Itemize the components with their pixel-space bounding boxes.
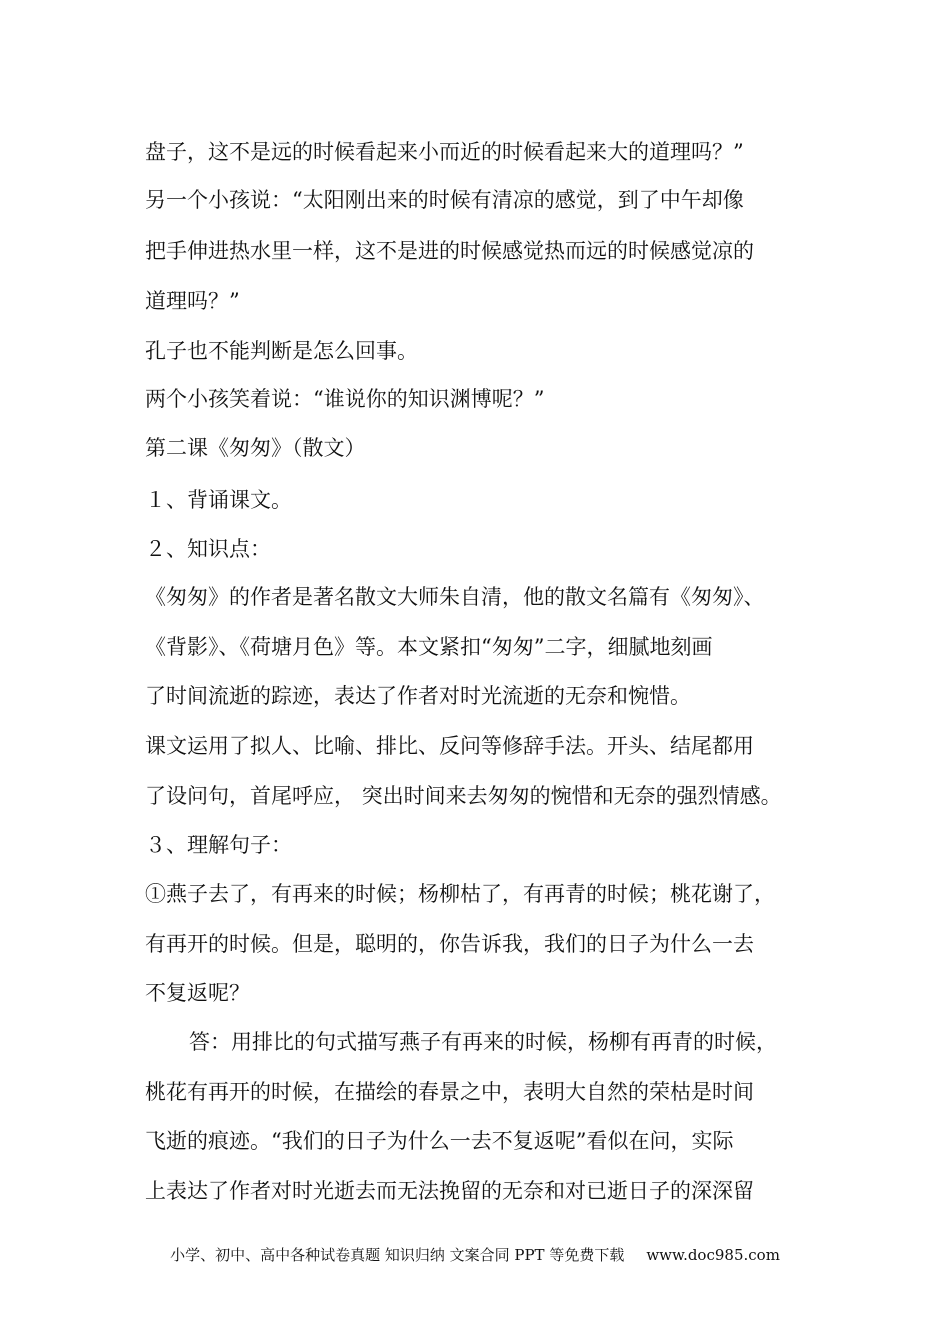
text-line: 桃花有再开的时候，在描绘的春景之中，表明大自然的荣枯是时间: [145, 1080, 754, 1104]
text-line: 飞逝的痕迹。“我们的日子为什么一去不复返呢”看似在问，实际: [145, 1129, 734, 1153]
text-line: 《背影》、《荷塘月色》等。本文紧扣“匆匆”二字，细腻地刻画: [145, 635, 713, 659]
text-line: 盘子，这不是远的时候看起来小而近的时候看起来大的道理吗？”: [145, 140, 744, 164]
text-line: ①燕子去了，有再来的时候；杨柳枯了，有再青的时候；桃花谢了，: [145, 882, 775, 906]
text-line: 两个小孩笑着说：“谁说你的知识渊博呢？”: [145, 387, 545, 411]
footer-text: 小学、初中、高中各种试卷真题 知识归纳 文案合同 PPT 等免费下载: [170, 1246, 625, 1264]
page-footer: [0, 1244, 950, 1266]
text-line: 了设问句，首尾呼应， 突出时间来去匆匆的惋惜和无奈的强烈情感。: [145, 784, 782, 808]
text-line: 《匆匆》的作者是著名散文大师朱自清，他的散文名篇有《匆匆》、: [145, 585, 765, 609]
text-line: 道理吗？”: [145, 289, 240, 313]
text-line: 上表达了作者对时光逝去而无法挽留的无奈和对已逝日子的深深留: [145, 1179, 754, 1203]
footer-url[interactable]: www.doc985.com: [646, 1246, 780, 1264]
text-line: 课文运用了拟人、比喻、排比、反问等修辞手法。开头、结尾都用: [145, 734, 754, 758]
text-line: 不复返呢？: [145, 981, 250, 1005]
text-line: 有再开的时候。但是，聪明的，你告诉我，我们的日子为什么一去: [145, 932, 754, 956]
lesson-heading: 第二课《匆匆》（散文）: [145, 436, 366, 460]
section-item: ３、理解句子：: [145, 833, 292, 857]
section-item: ２、知识点：: [145, 537, 271, 561]
answer-line: 答：用排比的句式描写燕子有再来的时候，杨柳有再青的时候，: [189, 1030, 777, 1054]
text-line: 孔子也不能判断是怎么回事。: [145, 339, 418, 363]
text-line: 把手伸进热水里一样，这不是进的时候感觉热而远的时候感觉凉的: [145, 239, 754, 263]
text-line: 另一个小孩说：“太阳刚出来的时候有清凉的感觉，到了中午却像: [145, 188, 744, 212]
text-line: 了时间流逝的踪迹，表达了作者对时光流逝的无奈和惋惜。: [145, 684, 691, 708]
section-item: １、背诵课文。: [145, 488, 292, 512]
